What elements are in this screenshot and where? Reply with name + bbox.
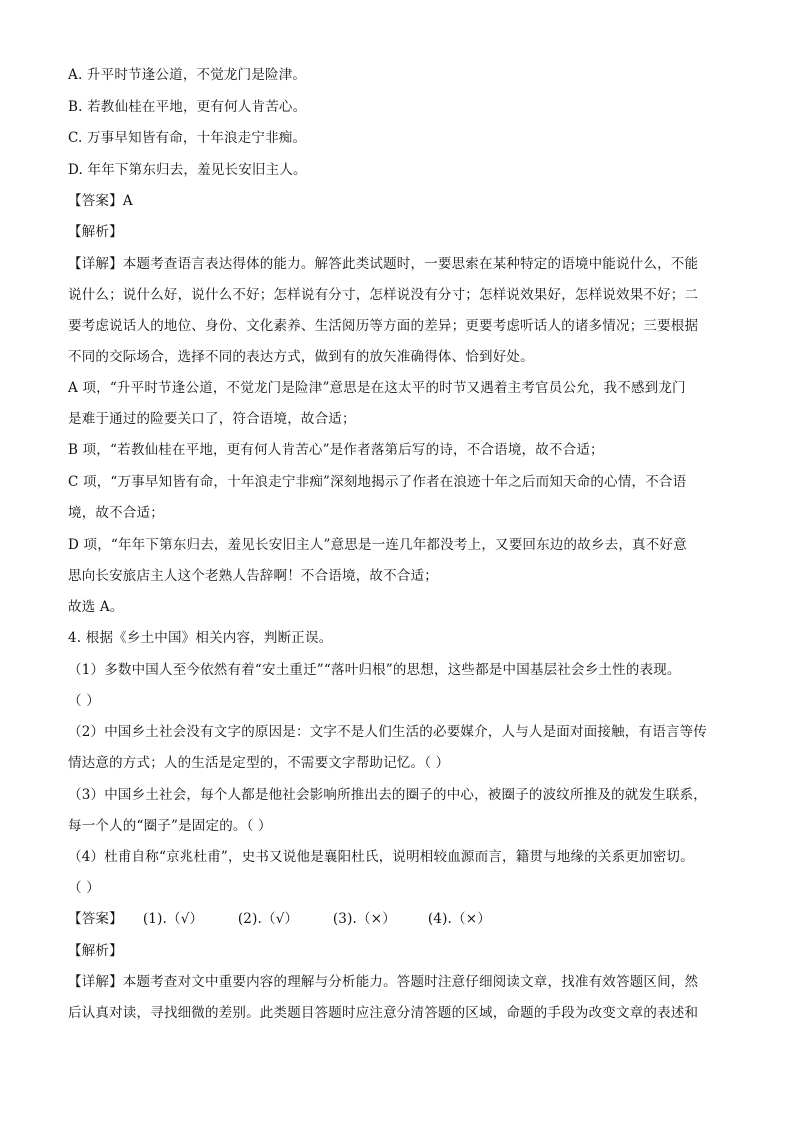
answer-item: (1).（√） [142, 911, 204, 927]
answer-label: 【答案】 [68, 193, 123, 209]
q3-detail-line: 要考虑说话人的地位、身份、文化素养、生活阅历等方面的差异；更要考虑听话人的诸多情况；三要根据 [68, 318, 699, 334]
answer-item: (3).（×） [332, 911, 396, 927]
q4-statement-3-line: 每一个人的“圈子”是固定的。（ ） [68, 818, 272, 834]
q4-stem: 4. 根据《乡土中国》相关内容，判断正误。 [68, 630, 333, 646]
q3-answer [68, 191, 728, 211]
q3-item-c-line: 境，故不合适； [68, 505, 164, 521]
option-b: B. 若教仙桂在平地，更有何人肯苦心。 [68, 99, 307, 115]
q3-item-a-line: 是难于通过的险要关口了，符合语境，故合适； [68, 411, 356, 427]
option-d: D. 年年下第东归去，羞见长安旧主人。 [68, 162, 307, 178]
q4-answer-row [68, 909, 728, 929]
q3-detail-line: 说什么；说什么好，说什么不好；怎样说有分寸，怎样说没有分寸；怎样说效果好，怎样说效果不好；二 [68, 287, 699, 303]
q4-statement-1-line: （ ） [68, 693, 100, 709]
q4-statement-4-line: （4）杜甫自称“京兆杜甫”，史书又说他是襄阳杜氏，说明相较血源而言，籍贯与地缘的关系更加密切。 [68, 849, 694, 865]
q3-detail-line: 不同的交际场合，选择不同的表达方式，做到有的放矢准确得体、恰到好处。 [68, 349, 534, 365]
q4-statement-4-line: （ ） [68, 880, 100, 896]
q3-conclusion: 故选 A。 [68, 599, 124, 615]
answer-value: A [122, 193, 133, 209]
option-a: A. 升平时节逢公道，不觉龙门是险津。 [68, 67, 307, 83]
q4-detail-line: 【详解】本题考查对文中重要内容的理解与分析能力。答题时注意仔细阅读文章，找准有效答题区间，然 [68, 974, 699, 990]
option-c: C. 万事早知皆有命，十年浪走宁非痴。 [68, 130, 307, 146]
q3-item-a-line: A 项，“升平时节逢公道，不觉龙门是险津”意思是在这太平的时节又遇着主考官员公允，我不感到龙门 [68, 380, 686, 396]
q4-statement-2-line: 情达意的方式；人的生活是定型的，不需要文字帮助记忆。（ ） [68, 755, 450, 771]
q4-statement-2-line: （2）中国乡土社会没有文字的原因是：文字不是人们生活的必要媒介，人与人是面对面接触，有语言等传 [68, 724, 707, 740]
q4-analysis-label: 【解析】 [68, 943, 123, 959]
q3-analysis-label: 【解析】 [68, 224, 123, 240]
q4-detail-line: 后认真对读，寻找细微的差别。此类题目答题时应注意分清答题的区域，命题的手段为改变文章的表述和 [68, 1005, 699, 1021]
answer-label: 【答案】 [68, 911, 123, 927]
q3-detail-line: 【详解】本题考查语言表达得体的能力。解答此类试题时，一要思索在某种特定的语境中能说什么，不能 [68, 256, 699, 272]
answer-item: (2).（√） [237, 911, 299, 927]
q3-item-b: B 项，“若教仙桂在平地，更有何人肯苦心”是作者落第后写的诗，不合语境，故不合适； [68, 442, 604, 458]
q3-item-d-line: D 项，“年年下第东归去，羞见长安旧主人”意思是一连几年都没考上，又要回东边的故乡去，真不好意 [68, 537, 687, 553]
q4-statement-1-line: （1）多数中国人至今依然有着“安土重迁”“落叶归根”的思想，这些都是中国基层社会乡土性的表现。 [68, 662, 681, 678]
q3-item-c-line: C 项，“万事早知皆有命，十年浪走宁非痴”深刻地揭示了作者在浪迹十年之后而知天命的心情，不合语 [68, 474, 687, 490]
q4-statement-3-line: （3）中国乡土社会，每个人都是他社会影响所推出去的圈子的中心，被圈子的波纹所推及的就发生联系， [68, 787, 707, 803]
q3-item-d-line: 思向长安旅店主人这个老熟人告辞啊！不合语境，故不合适； [68, 568, 438, 584]
answer-item: (4).（×） [427, 911, 491, 927]
